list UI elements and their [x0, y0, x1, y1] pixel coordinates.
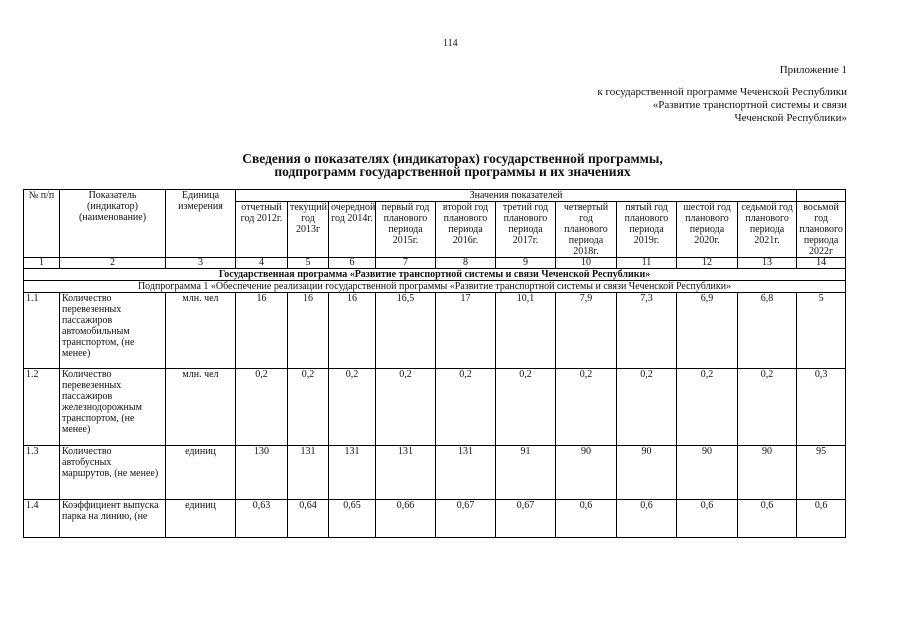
row-value: 17	[436, 293, 496, 369]
appendix-line: «Развитие транспортной системы и связи	[652, 99, 847, 111]
row-value: 95	[797, 446, 846, 500]
column-number: 2	[60, 258, 166, 269]
row-value: 0,6	[677, 500, 738, 538]
row-value: 0,66	[376, 500, 436, 538]
header-year: текущий год 2013г	[288, 202, 329, 258]
row-value: 7,3	[617, 293, 677, 369]
document-title-line: Сведения о показателях (индикаторах) государственной программы,	[242, 151, 663, 166]
column-number: 14	[797, 258, 846, 269]
column-number: 4	[236, 258, 288, 269]
row-value: 0,6	[556, 500, 617, 538]
row-value: 0,2	[436, 369, 496, 446]
header-year: седьмой год планового периода 2021г.	[738, 202, 797, 258]
row-value: 10,1	[496, 293, 556, 369]
column-number: 7	[376, 258, 436, 269]
program-row	[24, 269, 846, 281]
column-number: 10	[556, 258, 617, 269]
row-value: 90	[556, 446, 617, 500]
column-number: 5	[288, 258, 329, 269]
indicators-table	[23, 189, 846, 538]
row-value: 0,2	[617, 369, 677, 446]
row-value: 16,5	[376, 293, 436, 369]
row-value: 0,2	[329, 369, 376, 446]
row-id: 1.1	[24, 293, 60, 369]
row-value: 0,2	[236, 369, 288, 446]
document-title-line: подпрограмм государственной программы и их значениях	[274, 164, 631, 179]
row-unit: единиц	[166, 500, 236, 538]
row-unit: единиц	[166, 446, 236, 500]
header-num: № п/п	[24, 190, 60, 258]
row-value: 130	[236, 446, 288, 500]
row-value: 131	[288, 446, 329, 500]
header-row	[24, 190, 846, 202]
row-value: 16	[329, 293, 376, 369]
column-number: 3	[166, 258, 236, 269]
header-unit: Единица измерения	[166, 190, 236, 258]
row-unit: млн. чел	[166, 369, 236, 446]
header-year: первый год планового периода 2015г.	[376, 202, 436, 258]
column-number: 8	[436, 258, 496, 269]
appendix-line: к государственной программе Чеченской Республики	[597, 86, 847, 98]
row-value: 131	[436, 446, 496, 500]
row-value: 16	[288, 293, 329, 369]
row-indicator: Коэффициент выпуска парка на линию, (не	[60, 500, 166, 538]
column-number: 13	[738, 258, 797, 269]
header-indicator: Показатель (индикатор) (наименование)	[60, 190, 166, 258]
appendix-note	[597, 64, 847, 125]
row-value: 131	[329, 446, 376, 500]
header-year: четвертый год планового периода 2018г.	[556, 202, 617, 258]
row-value: 5	[797, 293, 846, 369]
subprogram-title: Подпрограмма 1 «Обеспечение реализации государственной программы «Развитие транспортной системы и связи Чеченской Республики»	[24, 281, 846, 293]
row-indicator: Количество перевезенных пассажиров автомобильным транспортом, (не менее)	[60, 293, 166, 369]
row-id: 1.3	[24, 446, 60, 500]
header-year: третий год планового периода 2017г.	[496, 202, 556, 258]
table-row	[24, 500, 846, 538]
column-number: 6	[329, 258, 376, 269]
row-value: 16	[236, 293, 288, 369]
header-values-group: Значения показателей	[236, 190, 797, 202]
row-value: 0,63	[236, 500, 288, 538]
column-number: 9	[496, 258, 556, 269]
header-year: восьмой год планового периода 2022г	[797, 202, 846, 258]
header-year: отчетный год 2012г.	[236, 202, 288, 258]
column-number-row	[24, 258, 846, 269]
row-value: 0,2	[376, 369, 436, 446]
appendix-title: Приложение 1	[779, 64, 847, 76]
table-row	[24, 293, 846, 369]
row-id: 1.4	[24, 500, 60, 538]
row-value: 0,3	[797, 369, 846, 446]
row-value: 0,65	[329, 500, 376, 538]
row-unit: млн. чел	[166, 293, 236, 369]
row-value: 0,2	[738, 369, 797, 446]
column-number: 12	[677, 258, 738, 269]
row-value: 90	[677, 446, 738, 500]
row-value: 6,9	[677, 293, 738, 369]
row-indicator: Количество автобусных маршрутов, (не менее)	[60, 446, 166, 500]
table-row	[24, 446, 846, 500]
row-value: 0,6	[738, 500, 797, 538]
row-value: 7,9	[556, 293, 617, 369]
header-year: шестой год планового периода 2020г.	[677, 202, 738, 258]
column-number: 1	[24, 258, 60, 269]
row-value: 90	[617, 446, 677, 500]
row-value: 0,2	[496, 369, 556, 446]
row-value: 0,2	[677, 369, 738, 446]
row-value: 0,6	[797, 500, 846, 538]
table-row	[24, 369, 846, 446]
row-id: 1.2	[24, 369, 60, 446]
row-value: 0,64	[288, 500, 329, 538]
program-title: Государственная программа «Развитие транспортной системы и связи Чеченской Республики»	[24, 269, 846, 281]
header-blank	[797, 190, 846, 202]
row-indicator: Количество перевезенных пассажиров железнодорожным транспортом, (не менее)	[60, 369, 166, 446]
row-value: 0,67	[496, 500, 556, 538]
appendix-line: Чеченской Республики»	[734, 112, 847, 124]
header-year: пятый год планового периода 2019г.	[617, 202, 677, 258]
header-year: очередной год 2014г.	[329, 202, 376, 258]
column-number: 11	[617, 258, 677, 269]
row-value: 90	[738, 446, 797, 500]
row-value: 6,8	[738, 293, 797, 369]
row-value: 0,6	[617, 500, 677, 538]
page-number: 114	[443, 38, 458, 49]
row-value: 91	[496, 446, 556, 500]
document-title	[0, 152, 905, 178]
row-value: 0,67	[436, 500, 496, 538]
row-value: 0,2	[556, 369, 617, 446]
row-value: 0,2	[288, 369, 329, 446]
row-value: 131	[376, 446, 436, 500]
subprogram-row	[24, 281, 846, 293]
header-year: второй год планового периода 2016г.	[436, 202, 496, 258]
